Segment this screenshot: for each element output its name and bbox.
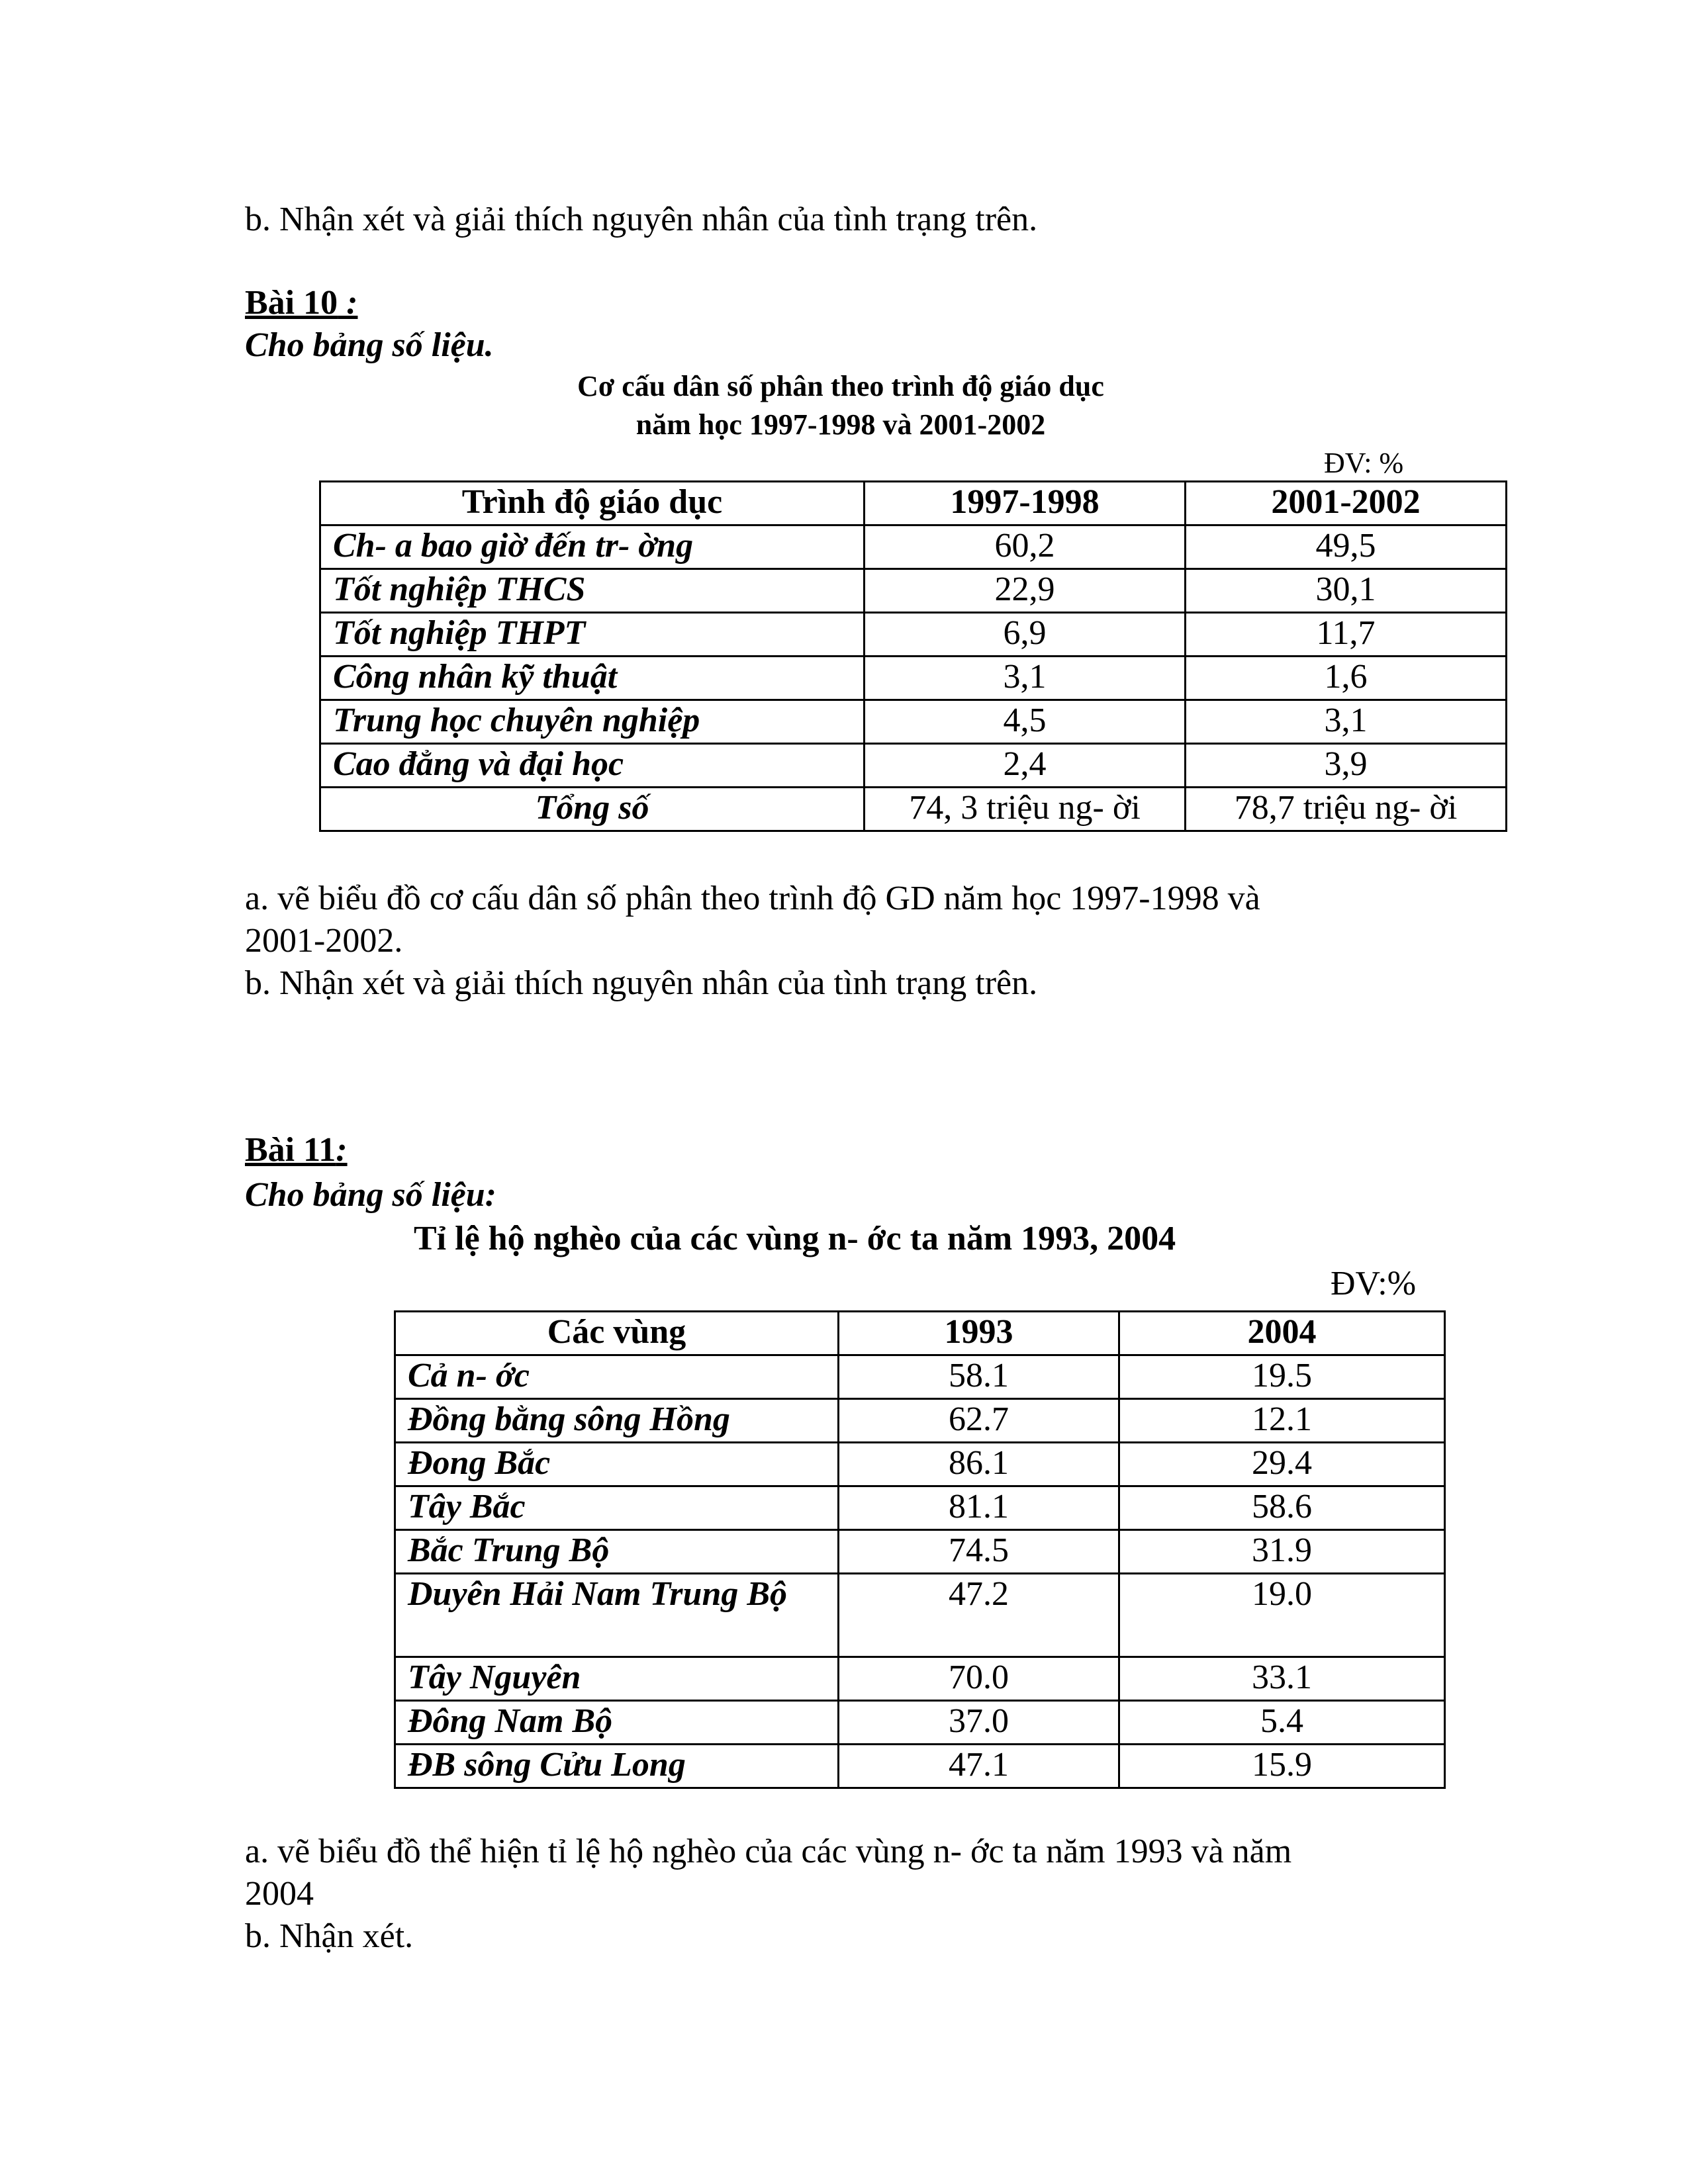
bai11-heading-text: Bài 11 [245, 1131, 336, 1169]
bai11-table [394, 1310, 1446, 1789]
row-value-2004: 31.9 [1119, 1530, 1445, 1574]
bai10-total-row [320, 788, 1507, 831]
row-value-1993: 58.1 [839, 1355, 1119, 1399]
bai10-heading [245, 282, 357, 324]
table-row [395, 1701, 1445, 1745]
row-value-2004: 5.4 [1119, 1701, 1445, 1745]
row-label: Đông Nam Bộ [395, 1701, 839, 1745]
row-value-2004: 58.6 [1119, 1486, 1445, 1530]
bai11-heading-colon: : [336, 1131, 348, 1169]
row-label: Duyên Hải Nam Trung Bộ [395, 1574, 839, 1657]
row-value-2001: 11,7 [1186, 613, 1507, 657]
row-value-2004: 19.0 [1119, 1574, 1445, 1657]
total-label: Tổng số [320, 788, 865, 831]
bai10-heading-colon: : [338, 284, 358, 322]
bai11-question-a-line1: a. vẽ biểu đồ thể hiện tỉ lệ hộ nghèo của các vùng n- ớc ta năm 1993 và năm [245, 1833, 1292, 1870]
row-value-2001: 49,5 [1186, 525, 1507, 569]
bai10-unit: ĐV: % [1324, 447, 1404, 479]
row-value-1997: 60,2 [865, 525, 1186, 569]
row-value-2001: 1,6 [1186, 657, 1507, 700]
bai11-question-a-line2: 2004 [245, 1875, 314, 1913]
row-value-2004: 19.5 [1119, 1355, 1445, 1399]
bai11-heading [245, 1129, 348, 1171]
table-row [320, 613, 1507, 657]
row-value-2001: 30,1 [1186, 569, 1507, 613]
bai10-question-b: b. Nhận xét và giải thích nguyên nhân của tình trạng trên. [245, 964, 1038, 1002]
bai10-header-year2: 2001-2002 [1186, 482, 1507, 525]
row-label: Tây Nguyên [395, 1657, 839, 1701]
bai10-question-a-line2: 2001-2002. [245, 922, 403, 960]
bai10-header-level: Trình độ giáo dục [320, 482, 865, 525]
table-row [395, 1399, 1445, 1443]
row-value-1997: 22,9 [865, 569, 1186, 613]
bai11-header-region: Các vùng [395, 1312, 839, 1355]
bai10-header-row [320, 482, 1507, 525]
table-row [320, 744, 1507, 788]
bai10-table [319, 480, 1507, 832]
row-value-1993: 37.0 [839, 1701, 1119, 1745]
table-row [395, 1443, 1445, 1486]
row-value-1997: 6,9 [865, 613, 1186, 657]
row-label: Bắc Trung Bộ [395, 1530, 839, 1574]
row-value-2004: 12.1 [1119, 1399, 1445, 1443]
table-row [395, 1355, 1445, 1399]
bai11-title: Tỉ lệ hộ nghèo của các vùng n- ớc ta năm 1993, 2004 [414, 1220, 1176, 1257]
row-value-2001: 3,9 [1186, 744, 1507, 788]
bai11-header-1993: 1993 [839, 1312, 1119, 1355]
row-label: Cả n- ớc [395, 1355, 839, 1399]
row-value-2004: 33.1 [1119, 1657, 1445, 1701]
row-value-1993: 47.1 [839, 1745, 1119, 1788]
top-question-b: b. Nhận xét và giải thích nguyên nhân của tình trạng trên. [245, 201, 1038, 238]
table-row [320, 657, 1507, 700]
row-value-1997: 3,1 [865, 657, 1186, 700]
row-value-1993: 81.1 [839, 1486, 1119, 1530]
bai10-question-a-line1: a. vẽ biểu đồ cơ cấu dân số phân theo trình độ GD năm học 1997-1998 và [245, 880, 1260, 917]
row-label: Ch- a bao giờ đến tr- ờng [320, 525, 865, 569]
row-value-1993: 86.1 [839, 1443, 1119, 1486]
table-row [320, 569, 1507, 613]
row-label: Tốt nghiệp THCS [320, 569, 865, 613]
row-value-2004: 15.9 [1119, 1745, 1445, 1788]
row-label: Công nhân kỹ thuật [320, 657, 865, 700]
total-value-2001: 78,7 triệu ng- ời [1186, 788, 1507, 831]
row-value-1997: 4,5 [865, 700, 1186, 744]
bai10-intro: Cho bảng số liệu. [245, 326, 494, 364]
bai11-question-b: b. Nhận xét. [245, 1917, 414, 1955]
table-row [395, 1486, 1445, 1530]
row-value-1993: 74.5 [839, 1530, 1119, 1574]
row-label: ĐB sông Cửu Long [395, 1745, 839, 1788]
bai11-header-row [395, 1312, 1445, 1355]
row-value-2001: 3,1 [1186, 700, 1507, 744]
row-label: Đồng bằng sông Hồng [395, 1399, 839, 1443]
bai10-heading-text: Bài 10 [245, 284, 338, 322]
bai11-intro: Cho bảng số liệu: [245, 1176, 496, 1214]
table-row [395, 1574, 1445, 1657]
table-row [395, 1530, 1445, 1574]
row-value-1993: 47.2 [839, 1574, 1119, 1657]
row-label: Trung học chuyên nghiệp [320, 700, 865, 744]
row-label: Đong Bắc [395, 1443, 839, 1486]
bai10-header-year1: 1997-1998 [865, 482, 1186, 525]
row-value-1993: 70.0 [839, 1657, 1119, 1701]
bai10-title-line2: năm học 1997-1998 và 2001-2002 [635, 408, 1046, 441]
row-value-1993: 62.7 [839, 1399, 1119, 1443]
row-value-2004: 29.4 [1119, 1443, 1445, 1486]
table-row [320, 700, 1507, 744]
bai11-header-2004: 2004 [1119, 1312, 1445, 1355]
row-value-1997: 2,4 [865, 744, 1186, 788]
bai10-title-line1: Cơ cấu dân số phân theo trình độ giáo dục [577, 370, 1104, 402]
total-value-1997: 74, 3 triệu ng- ời [865, 788, 1186, 831]
row-label: Tây Bắc [395, 1486, 839, 1530]
bai11-unit: ĐV:% [1331, 1265, 1417, 1302]
row-label: Tốt nghiệp THPT [320, 613, 865, 657]
table-row [395, 1745, 1445, 1788]
table-row [320, 525, 1507, 569]
row-label: Cao đẳng và đại học [320, 744, 865, 788]
table-row [395, 1657, 1445, 1701]
